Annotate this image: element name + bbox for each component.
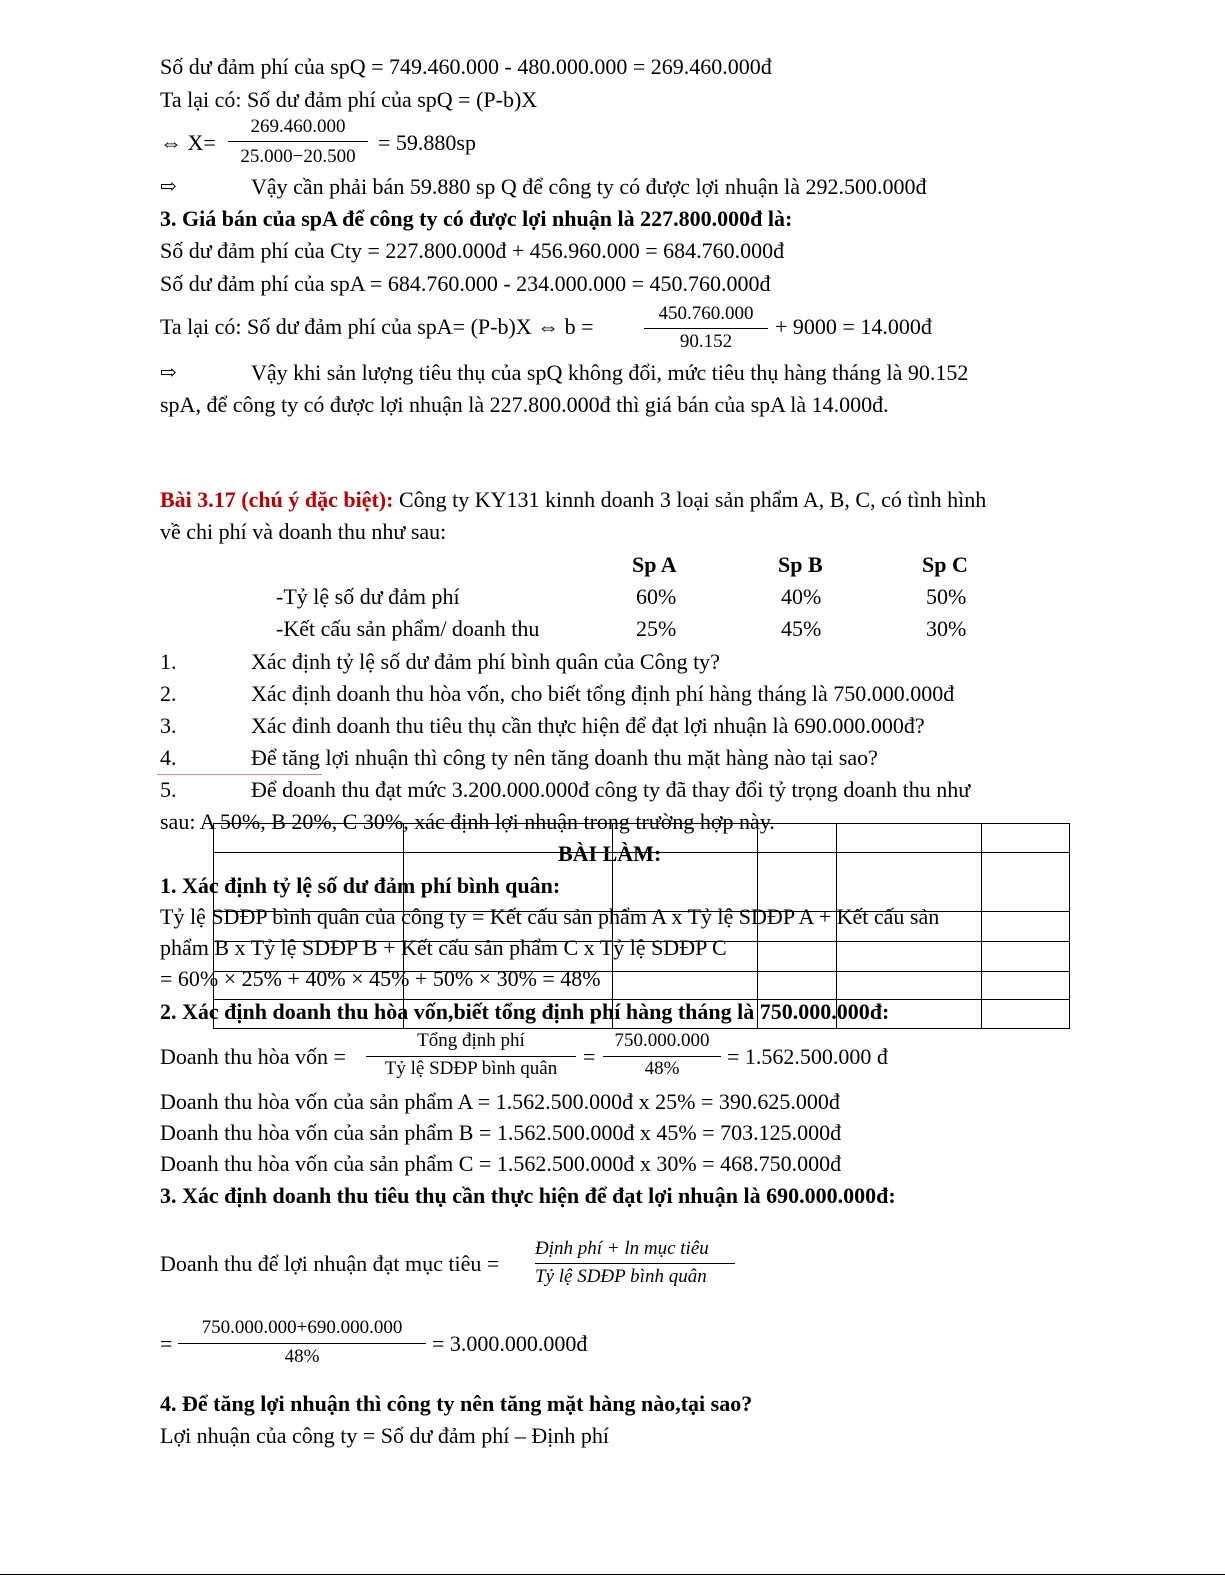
- question-number: 4.: [160, 745, 177, 770]
- question-number: 3.: [160, 713, 177, 738]
- formula-result: = 3.000.000.000đ: [432, 1331, 588, 1356]
- table-cell: 45%: [781, 616, 822, 641]
- grid-vline: [981, 824, 982, 1028]
- fraction-numerator: 450.760.000: [658, 303, 754, 324]
- text-line: Lợi nhuận của công ty = Số dư đảm phí – Định phí: [160, 1423, 610, 1448]
- text-line: Vậy cần phải bán 59.880 sp Q để công ty có được lợi nhuận là 292.500.000đ: [251, 174, 927, 199]
- red-underline: [157, 774, 322, 775]
- fraction-denominator: Tỷ lệ SDĐP bình quân: [384, 1058, 558, 1079]
- formula-result: + 9000 = 14.000đ: [775, 314, 932, 339]
- section-heading: 4. Để tăng lợi nhuận thì công ty nên tăng mặt hàng nào,tại sao?: [160, 1391, 753, 1416]
- table-cell: 50%: [926, 584, 967, 609]
- text-line: phẩm B x Tỷ lệ SDĐP B + Kết cấu sản phẩm C x Tỷ lệ SDĐP C: [160, 935, 727, 960]
- formula-prefix: Doanh thu để lợi nhuận đạt mục tiêu =: [160, 1251, 500, 1276]
- text-line: Doanh thu hòa vốn của sản phẩm B = 1.562.500.000đ x 45% = 703.125.000đ: [160, 1120, 842, 1145]
- exercise-title: Bài 3.17 (chú ý đặc biệt):: [160, 487, 394, 512]
- table-cell: 40%: [781, 584, 822, 609]
- text-line: Doanh thu hòa vốn của sản phẩm A = 1.562.500.000đ x 25% = 390.625.000đ: [160, 1089, 840, 1114]
- formula-prefix: Ta lại có: Số dư đảm phí của spA= (P-b)X ⇔ b =: [160, 314, 594, 339]
- table-header-a: Sp A: [632, 552, 677, 577]
- formula-prefix: ⇔ X=: [160, 130, 216, 155]
- arrow-icon: ⇨: [160, 362, 177, 384]
- fraction-numerator: 269.460.000: [250, 116, 346, 137]
- question-text: Xác định tỷ lệ số dư đảm phí bình quân của Công ty?: [251, 649, 720, 674]
- text-line: = 60% × 25% + 40% × 45% + 50% × 30% = 48%: [160, 966, 601, 991]
- formula-prefix: Doanh thu hòa vốn =: [160, 1044, 346, 1069]
- question-text: sau: A 50%, B 20%, C 30%, xác định lợi nhuận trong trường hợp này.: [160, 809, 775, 834]
- question-text: Xác đinh doanh thu tiêu thụ cần thực hiện để đạt lợi nhuận là 690.000.000đ?: [251, 713, 925, 738]
- formula-equals: =: [160, 1331, 173, 1356]
- text-line: Vậy khi sản lượng tiêu thụ của spQ không đổi, mức tiêu thụ hàng tháng là 90.152: [251, 360, 969, 385]
- fraction-bar: [603, 1056, 721, 1057]
- text-line: spA, để công ty có được lợi nhuận là 227.800.000đ thì giá bán của spA là 14.000đ.: [160, 392, 889, 417]
- page-bottom-rule: [0, 1574, 1225, 1575]
- fraction-bar: [366, 1056, 576, 1057]
- fraction-bar: [535, 1263, 735, 1264]
- table-cell: 25%: [636, 616, 677, 641]
- fraction-bar: [228, 141, 368, 142]
- formula-equals: =: [583, 1044, 596, 1069]
- table-row-label: -Tỷ lệ số dư đảm phí: [276, 584, 460, 609]
- text-line: Doanh thu hòa vốn của sản phẩm C = 1.562.500.000đ x 30% = 468.750.000đ: [160, 1151, 842, 1176]
- section-heading: 3. Xác định doanh thu tiêu thụ cần thực hiện để đạt lợi nhuận là 690.000.000đ:: [160, 1183, 896, 1208]
- section-heading: 1. Xác định tỷ lệ số dư đảm phí bình quân:: [160, 873, 561, 898]
- question-text: Xác định doanh thu hòa vốn, cho biết tổng định phí hàng tháng là 750.000.000đ: [251, 681, 955, 706]
- fraction-numerator: Tổng định phí: [417, 1030, 525, 1051]
- fraction-denominator: 90.152: [679, 331, 733, 352]
- exercise-intro-text: Công ty KY131 kinnh doanh 3 loại sản phẩm A, B, C, có tình hình: [393, 487, 987, 512]
- solution-heading: BÀI LÀM:: [558, 841, 662, 866]
- fraction-numerator: 750.000.000+690.000.000: [201, 1317, 403, 1338]
- formula-result: = 59.880sp: [378, 130, 476, 155]
- question-number: 1.: [160, 649, 177, 674]
- text-line: Tỷ lệ SDĐP bình quân của công ty = Kết cấu sản phẩm A x Tỷ lệ SDĐP A + Kết cấu sản: [160, 904, 940, 929]
- question-number: 2.: [160, 681, 177, 706]
- text-line: Số dư đảm phí của Cty = 227.800.000đ + 456.960.000 = 684.760.000đ: [160, 238, 785, 263]
- table-cell: 30%: [926, 616, 967, 641]
- fraction-denominator: 48%: [284, 1346, 320, 1367]
- fraction-denominator: 25.000−20.500: [240, 146, 356, 167]
- exercise-intro: [160, 486, 986, 514]
- text-line: về chi phí và doanh thu như sau:: [160, 519, 447, 544]
- table-row-label: -Kết cấu sản phẩm/ doanh thu: [276, 616, 540, 641]
- fraction-numerator: Định phí + ln mục tiêu: [535, 1238, 709, 1259]
- section-heading: 3. Giá bán của spA để công ty có được lợi nhuận là 227.800.000đ là:: [160, 206, 793, 231]
- section-heading: 2. Xác định doanh thu hòa vốn,biết tổng định phí hàng tháng là 750.000.000đ:: [160, 999, 890, 1024]
- table-header-c: Sp C: [922, 552, 968, 577]
- arrow-icon: ⇨: [160, 176, 177, 198]
- text-line: Ta lại có: Số dư đảm phí của spQ = (P-b)X: [160, 87, 538, 112]
- question-text: Để doanh thu đạt mức 3.200.000.000đ công ty đã thay đổi tỷ trọng doanh thu như: [251, 777, 971, 802]
- question-number: 5.: [160, 777, 177, 802]
- table-header-b: Sp B: [778, 552, 823, 577]
- fraction-bar: [178, 1343, 426, 1344]
- fraction-bar: [644, 328, 768, 329]
- text-line: Số dư đảm phí của spA = 684.760.000 - 234.000.000 = 450.760.000đ: [160, 271, 771, 296]
- formula-result: = 1.562.500.000 đ: [727, 1044, 888, 1069]
- text-line: Số dư đảm phí của spQ = 749.460.000 - 480.000.000 = 269.460.000đ: [160, 54, 772, 79]
- fraction-denominator: Tỷ lệ SDĐP bình quân: [535, 1266, 707, 1287]
- question-text: Để tăng lợi nhuận thì công ty nên tăng doanh thu mặt hàng nào tại sao?: [251, 745, 878, 770]
- fraction-numerator: 750.000.000: [614, 1030, 710, 1051]
- table-cell: 60%: [636, 584, 677, 609]
- fraction-denominator: 48%: [644, 1058, 680, 1079]
